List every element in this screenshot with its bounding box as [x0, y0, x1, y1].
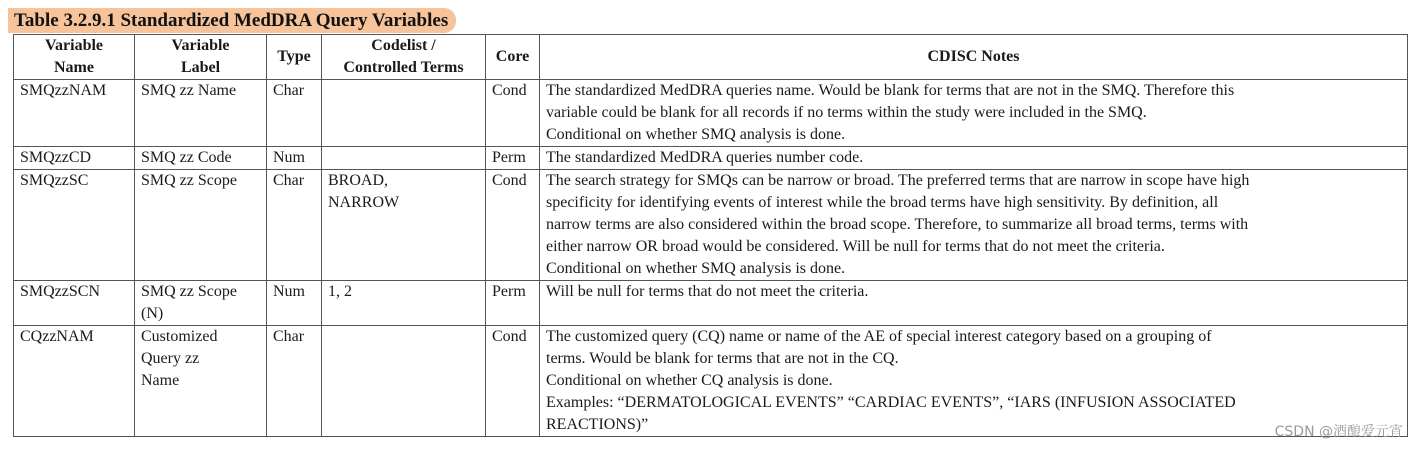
- notes-line: terms. Would be blank for terms that are not in the CQ.: [546, 350, 899, 367]
- header-codelist-line: Codelist /: [371, 37, 436, 54]
- notes-line: The standardized MedDRA queries number code.: [546, 149, 864, 166]
- cdisc-notes-cell: [540, 170, 1408, 281]
- type-cell: Char: [267, 170, 322, 281]
- notes-line: The customized query (CQ) name or name of the AE of special interest category based on a grouping of: [546, 328, 1212, 345]
- variable-label-cell: [135, 80, 267, 147]
- notes-line: either narrow OR broad would be considered. Will be null for terms that do not meet the criteria.: [546, 238, 1165, 255]
- variable-name-cell: SMQzzNAM: [14, 80, 135, 147]
- cdisc-notes-cell: [540, 147, 1408, 170]
- core-cell: Perm: [486, 147, 540, 170]
- type-cell: Char: [267, 80, 322, 147]
- variable-name-cell: SMQzzSC: [14, 170, 135, 281]
- table-row: [14, 147, 1408, 170]
- header-variable-label: [135, 35, 267, 80]
- table-header-row: [14, 35, 1408, 80]
- notes-line: Conditional on whether SMQ analysis is done.: [546, 260, 846, 277]
- variable-name-cell: SMQzzSCN: [14, 281, 135, 326]
- header-codelist: [322, 35, 486, 80]
- variable-label-line: SMQ zz Name: [141, 82, 237, 99]
- variable-label-line: SMQ zz Scope: [141, 172, 237, 189]
- cdisc-notes-cell: [540, 80, 1408, 147]
- notes-line: variable could be blank for all records if no terms within the study were included in the SMQ.: [546, 104, 1147, 121]
- notes-line: narrow terms are also considered within the broad scope. Therefore, to summarize all broad terms, terms with: [546, 216, 1249, 233]
- table-title: Table 3.2.9.1 Standardized MedDRA Query Variables: [14, 9, 449, 31]
- cdisc-notes-cell: [540, 281, 1408, 326]
- core-cell: Cond: [486, 170, 540, 281]
- notes-line: Conditional on whether SMQ analysis is done.: [546, 126, 846, 143]
- notes-line: Conditional on whether CQ analysis is done.: [546, 372, 833, 389]
- table-title-highlight: [8, 8, 456, 33]
- table-row: [14, 281, 1408, 326]
- variable-label-cell: [135, 170, 267, 281]
- codelist-cell: [322, 326, 486, 437]
- codelist-cell: [322, 281, 486, 326]
- header-type: Type: [267, 35, 322, 80]
- codelist-line: 1, 2: [328, 283, 352, 300]
- notes-line: Examples: “DERMATOLOGICAL EVENTS” “CARDIAC EVENTS”, “IARS (INFUSION ASSOCIATED: [546, 394, 1236, 411]
- table-row: [14, 170, 1408, 281]
- table-body: [14, 80, 1408, 437]
- variable-label-line: Customized: [141, 328, 218, 345]
- variable-label-line: (N): [141, 305, 164, 322]
- table-row: [14, 326, 1408, 437]
- notes-line: The standardized MedDRA queries name. Would be blank for terms that are not in the SMQ. Therefore this: [546, 82, 1235, 99]
- notes-line: Will be null for terms that do not meet the criteria.: [546, 283, 869, 300]
- core-cell: Cond: [486, 80, 540, 147]
- variable-label-cell: [135, 147, 267, 170]
- header-variable-label-line: Variable: [171, 37, 230, 54]
- variables-table: [13, 34, 1408, 437]
- variable-label-line: Name: [141, 372, 180, 389]
- header-cdisc-notes: CDISC Notes: [540, 35, 1408, 80]
- table-row: [14, 80, 1408, 147]
- codelist-cell: [322, 80, 486, 147]
- variable-label-line: SMQ zz Code: [141, 149, 232, 166]
- variable-label-line: Query zz: [141, 350, 200, 367]
- codelist-cell: [322, 147, 486, 170]
- header-core: Core: [486, 35, 540, 80]
- header-codelist-line: Controlled Terms: [343, 59, 464, 76]
- type-cell: Num: [267, 281, 322, 326]
- header-variable-label-line: Label: [180, 59, 221, 76]
- variable-name-cell: SMQzzCD: [14, 147, 135, 170]
- watermark: CSDN @酒酿爱元宵: [1274, 424, 1403, 440]
- core-cell: Cond: [486, 326, 540, 437]
- core-cell: Perm: [486, 281, 540, 326]
- type-cell: Char: [267, 326, 322, 437]
- type-cell: Num: [267, 147, 322, 170]
- header-variable-name: [14, 35, 135, 80]
- cdisc-notes-cell: [540, 326, 1408, 437]
- codelist-line: BROAD,: [328, 172, 389, 189]
- variable-name-cell: CQzzNAM: [14, 326, 135, 437]
- codelist-cell: [322, 170, 486, 281]
- variable-label-cell: [135, 326, 267, 437]
- codelist-line: NARROW: [328, 194, 400, 211]
- notes-line: REACTIONS)”: [546, 416, 649, 433]
- notes-line: The search strategy for SMQs can be narrow or broad. The preferred terms that are narrow in scope have high: [546, 172, 1250, 189]
- variable-label-line: SMQ zz Scope: [141, 283, 237, 300]
- header-variable-name-line: Variable: [44, 37, 104, 54]
- notes-line: specificity for identifying events of interest while the broad terms have high sensitivity. By definition, all: [546, 194, 1219, 211]
- header-variable-name-line: Name: [54, 59, 94, 76]
- variable-label-cell: [135, 281, 267, 326]
